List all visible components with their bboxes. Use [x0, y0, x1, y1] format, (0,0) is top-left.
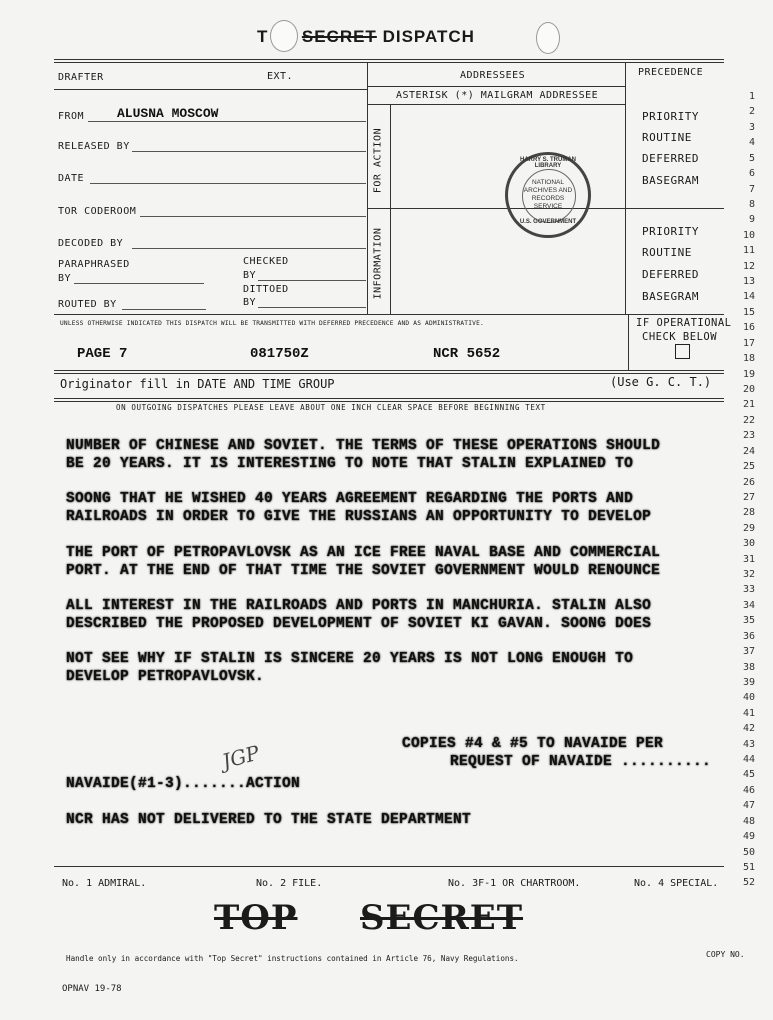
- line-number: 50: [742, 846, 755, 858]
- copy-1: No. 1 ADMIRAL.: [62, 878, 147, 889]
- top-secret-secret: SECRET: [360, 898, 524, 938]
- originator-note: Originator fill in DATE AND TIME GROUP: [60, 377, 335, 391]
- copy-4: No. 4 SPECIAL.: [634, 878, 719, 889]
- page-number: PAGE 7: [77, 346, 128, 362]
- line-number: 51: [742, 862, 755, 873]
- message-line-8: DESCRIBED THE PROPOSED DEVELOPMENT OF SOVIET KI GAVAN. SOONG DOES: [66, 616, 652, 632]
- archives-stamp: [505, 152, 591, 238]
- line-number: 42: [742, 723, 755, 735]
- line-number: 49: [742, 831, 755, 843]
- outgoing-note: ON OUTGOING DISPATCHES PLEASE LEAVE ABOUT ONE INCH CLEAR SPACE BEFORE BEGINNING TEXT: [116, 403, 546, 412]
- if-operational-label: IF OPERATIONAL: [636, 317, 732, 329]
- line-number: 8: [748, 198, 755, 210]
- message-line-5: THE PORT OF PETROPAVLOVSK AS AN ICE FREE NAVAL BASE AND COMMERCIAL: [66, 545, 661, 561]
- line-number: 29: [742, 522, 755, 534]
- message-line-4: RAILROADS IN ORDER TO GIVE THE RUSSIANS AN OPPORTUNITY TO DEVELOP: [66, 509, 652, 525]
- decoded-by-label: DECODED BY: [58, 238, 124, 249]
- line-number: 30: [742, 538, 755, 550]
- prec-info-basegram: BASEGRAM: [642, 290, 699, 303]
- line-number: 1: [748, 91, 755, 102]
- line-number: 7: [748, 183, 755, 195]
- paraphrased-label: PARAPHRASED: [58, 259, 130, 270]
- message-line-9: NOT SEE WHY IF STALIN IS SINCERE 20 YEARS IS NOT LONG ENOUGH TO: [66, 651, 634, 667]
- line-number: 14: [742, 291, 755, 303]
- line-number: 19: [742, 368, 755, 380]
- stamp-line5: SERVICE: [533, 203, 563, 210]
- checked-by-label: BY: [243, 270, 257, 281]
- message-line-2: BE 20 YEARS. IT IS INTERESTING TO NOTE THAT STALIN EXPLAINED TO: [66, 456, 634, 472]
- line-number: 38: [742, 661, 755, 673]
- for-action-label: FOR ACTION: [372, 127, 384, 194]
- ncr-not-delivered: NCR HAS NOT DELIVERED TO THE STATE DEPARTMENT: [66, 812, 472, 828]
- addressees-label: ADDRESSEES: [460, 70, 526, 81]
- copy-no-label: COPY NO.: [706, 950, 745, 959]
- line-number: 47: [742, 800, 755, 812]
- line-number: 26: [742, 476, 755, 488]
- from-value: ALUSNA MOSCOW: [117, 106, 219, 121]
- line-number: 31: [742, 553, 755, 565]
- copy-2: No. 2 FILE.: [256, 878, 323, 889]
- copies-line-2: REQUEST OF NAVAIDE ..........: [450, 754, 712, 770]
- line-number: 27: [742, 491, 755, 503]
- line-number: 15: [742, 306, 755, 318]
- copy-3: No. 3F-1 OR CHARTROOM.: [448, 878, 581, 889]
- line-number: 28: [742, 507, 755, 519]
- line-number: 32: [742, 569, 755, 581]
- title-prefix: T: [257, 27, 269, 46]
- message-line-7: ALL INTEREST IN THE RAILROADS AND PORTS IN MANCHURIA. STALIN ALSO: [66, 598, 652, 614]
- prec-info-priority: PRIORITY: [642, 225, 699, 238]
- routed-by-label: ROUTED BY: [58, 299, 117, 310]
- form-number: OPNAV 19-78: [62, 984, 122, 994]
- drafter-label: DRAFTER: [58, 72, 104, 83]
- line-number: 34: [742, 599, 755, 611]
- prec-action-basegram: BASEGRAM: [642, 174, 699, 187]
- line-number: 46: [742, 784, 755, 796]
- line-number: 20: [742, 383, 755, 395]
- paraphrased-by-label: BY: [58, 273, 72, 284]
- unless-note: UNLESS OTHERWISE INDICATED THIS DISPATCH WILL BE TRANSMITTED WITH DEFERRED PRECEDENCE AND AS ADMINISTRATIVE.: [60, 320, 484, 327]
- line-number: 41: [742, 707, 755, 719]
- precedence-label: PRECEDENCE: [638, 67, 704, 78]
- message-line-3: SOONG THAT HE WISHED 40 YEARS AGREEMENT REGARDING THE PORTS AND: [66, 491, 634, 507]
- line-number: 21: [742, 399, 755, 411]
- line-number: 5: [748, 152, 755, 164]
- line-number: 6: [748, 168, 755, 180]
- dittoed-label: DITTOED: [243, 284, 289, 295]
- released-by-label: RELEASED BY: [58, 141, 130, 152]
- information-label: INFORMATION: [372, 227, 384, 300]
- line-number: 52: [742, 877, 755, 889]
- prec-info-routine: ROUTINE: [642, 246, 692, 259]
- line-number: 25: [742, 461, 755, 473]
- message-line-1: NUMBER OF CHINESE AND SOVIET. THE TERMS OF THESE OPERATIONS SHOULD: [66, 438, 661, 454]
- stamp-arc-text: HARRY S. TRUMAN LIBRARY: [519, 157, 576, 169]
- stamp-bottom-text: U.S. GOVERNMENT: [519, 219, 577, 225]
- date-label: DATE: [58, 173, 85, 184]
- line-number: 33: [742, 584, 755, 596]
- line-number: 22: [742, 414, 755, 426]
- message-line-6: PORT. AT THE END OF THAT TIME THE SOVIET GOVERNMENT WOULD RENOUNCE: [66, 563, 661, 579]
- top-secret-top: TOP: [214, 898, 298, 938]
- stamp-line4: RECORDS: [531, 195, 565, 202]
- stamp-line3: ARCHIVES AND: [523, 187, 573, 194]
- title-dispatch: DISPATCH: [382, 27, 475, 46]
- line-number: 17: [742, 337, 755, 349]
- line-number: 40: [742, 692, 755, 704]
- prec-action-deferred: DEFERRED: [642, 152, 699, 165]
- date-time-group: 081750Z: [250, 346, 309, 362]
- line-number: 11: [742, 245, 755, 257]
- line-number: 12: [742, 260, 755, 272]
- ncr-number: NCR 5652: [433, 346, 501, 362]
- line-number: 23: [742, 430, 755, 442]
- checked-label: CHECKED: [243, 256, 289, 267]
- line-number: 18: [742, 353, 755, 365]
- line-number: 35: [742, 615, 755, 627]
- line-number: 48: [742, 815, 755, 827]
- tor-coderoom-label: TOR CODEROOM: [58, 206, 137, 217]
- line-number: 9: [748, 214, 755, 226]
- stamp-line2: NATIONAL: [531, 179, 565, 186]
- line-number: 24: [742, 445, 755, 457]
- ext-label: EXT.: [267, 71, 294, 82]
- handwritten-initials: JGP: [219, 740, 262, 774]
- use-gct-note: (Use G. C. T.): [610, 375, 712, 389]
- line-number: 44: [742, 754, 755, 766]
- line-number: 36: [742, 630, 755, 642]
- line-number: 10: [742, 229, 755, 241]
- header-title: [257, 27, 475, 47]
- navaide-action: NAVAIDE(#1-3).......ACTION: [66, 776, 301, 792]
- line-number: 13: [742, 276, 755, 288]
- dittoed-by-label: BY: [243, 297, 257, 308]
- copies-line-1: COPIES #4 & #5 TO NAVAIDE PER: [402, 736, 664, 752]
- punch-hole-right: [536, 22, 560, 54]
- line-number: 2: [748, 106, 755, 118]
- handle-note: Handle only in accordance with "Top Secret" instructions contained in Article 76, Navy Regulations.: [66, 954, 519, 963]
- check-below-label: CHECK BELOW: [642, 331, 718, 343]
- prec-info-deferred: DEFERRED: [642, 268, 699, 281]
- line-number: 45: [742, 769, 755, 781]
- operational-checkbox[interactable]: [675, 344, 690, 359]
- asterisk-note: ASTERISK (*) MAILGRAM ADDRESSEE: [396, 90, 599, 101]
- line-number: 16: [742, 322, 755, 334]
- line-number: 43: [742, 738, 755, 750]
- from-label: FROM: [58, 111, 85, 122]
- message-line-10: DEVELOP PETROPAVLOVSK.: [66, 669, 265, 685]
- line-number: 39: [742, 676, 755, 688]
- line-number: 37: [742, 646, 755, 658]
- prec-action-routine: ROUTINE: [642, 131, 692, 144]
- line-number: 4: [748, 137, 755, 149]
- title-secret-struck: SECRET: [301, 27, 377, 46]
- line-number: 3: [748, 121, 755, 133]
- prec-action-priority: PRIORITY: [642, 110, 699, 123]
